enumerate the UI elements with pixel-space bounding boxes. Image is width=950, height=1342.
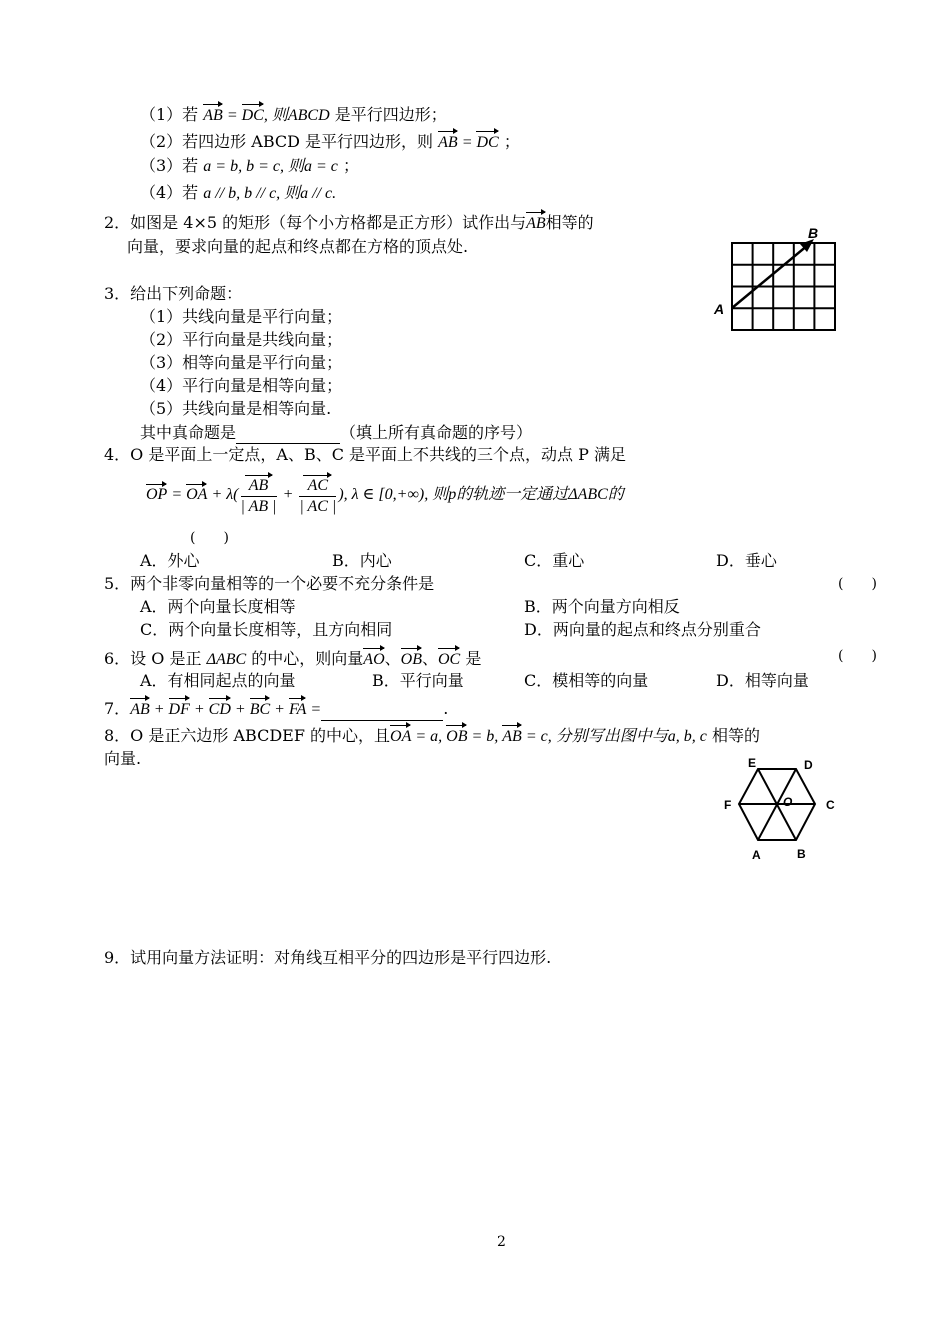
q3-item: （5）共线向量是相等向量.: [140, 399, 332, 418]
q3-answer-line: [140, 421, 532, 444]
q3-item: （2）平行向量是共线向量；: [140, 330, 343, 349]
q4-paren: ( ): [190, 530, 229, 546]
plus-sign: +: [149, 701, 169, 718]
q3-answer-suffix: （填上所有真命题的序号）: [340, 423, 533, 442]
q8-eq-b: = b,: [467, 728, 503, 745]
q4-formula: [146, 472, 624, 517]
label-b: B: [797, 847, 806, 861]
q1-item-2-suffix: ；: [503, 132, 520, 151]
triangle-abc: ΔABC: [206, 651, 247, 668]
vector-ab: AB: [203, 101, 223, 127]
q5-option-d[interactable]: D．两向量的起点和终点分别重合: [524, 620, 761, 639]
plus-sign: +: [230, 701, 250, 718]
q1-item-2: （2）若四边形 ABCD 是平行四边形，则 AB = DC ；: [140, 128, 520, 154]
q6-middle: 的中心，则向量: [251, 649, 364, 668]
q8-eq-c: = c, 分别写出图中与a, b, c: [521, 728, 707, 745]
norm-ac: | AC |: [299, 498, 337, 515]
plus-sign: +: [189, 701, 209, 718]
q3-title: 3．给出下列命题：: [104, 284, 243, 303]
q6-stem: [104, 645, 481, 671]
q4-option-c[interactable]: C．重心: [524, 551, 585, 570]
label-b: B: [808, 225, 819, 241]
separator: 、: [384, 649, 401, 668]
answer-blank[interactable]: [236, 421, 340, 444]
lambda-term: + λ(: [207, 486, 239, 503]
q1-item-4: [140, 182, 336, 205]
q8-prefix: 8．O 是正六边形 ABCDEF 的中心，且: [104, 726, 391, 745]
q1-item-3-suffix: ；: [342, 156, 359, 175]
answer-blank[interactable]: [321, 698, 443, 721]
vector-ab: AB: [438, 128, 458, 154]
vector-op: OP: [146, 481, 167, 505]
q8-line-2: 向量.: [104, 749, 142, 768]
q6-option-b[interactable]: B．平行向量: [372, 671, 464, 690]
vector-dc: DC: [476, 128, 498, 154]
vector-dc: DC: [242, 101, 264, 127]
vector-ab: AB: [526, 209, 546, 235]
vector-cd: CD: [209, 695, 231, 721]
equals-sign: =: [222, 107, 242, 124]
label-f: F: [724, 798, 732, 812]
q1-item-4-prefix: （4）若: [140, 183, 199, 202]
q6-option-d[interactable]: D．相等向量: [716, 671, 809, 690]
q7-period: .: [443, 699, 449, 718]
q6-suffix: 是: [465, 649, 482, 668]
q2-stem: 2．如图是 4×5 的矩形（每个小方格都是正方形）试作出与: [104, 213, 527, 232]
q5-stem: 5．两个非零向量相等的一个必要不充分条件是: [104, 574, 435, 593]
q2-line-1: [104, 209, 594, 235]
q3-item: （4）平行向量是相等向量；: [140, 376, 343, 395]
q2-stem-end: 相等的: [545, 213, 594, 232]
vector-ac: AC: [303, 472, 332, 496]
q6-paren: ( ): [838, 648, 877, 664]
label-c: C: [826, 798, 835, 812]
label-a: A: [752, 848, 761, 862]
hexagon-lines: [739, 769, 815, 840]
q1-item-3-math: a = b, b = c, 则a = c: [203, 158, 338, 175]
equals-sign: =: [167, 486, 187, 503]
q4-stem: 4．O 是平面上一定点，A、B、C 是平面上不共线的三个点，动点 P 满足: [104, 445, 626, 464]
q6-option-c[interactable]: C．模相等的向量: [524, 671, 649, 690]
q3-item: （3）相等向量是平行向量；: [140, 353, 343, 372]
q3-item: （1）共线向量是平行向量；: [140, 307, 343, 326]
q6-option-a[interactable]: A．有相同起点的向量: [140, 671, 296, 690]
vector-ab: AB: [245, 472, 273, 496]
q1-item-3: [140, 155, 359, 178]
fraction-ab: [241, 472, 277, 517]
label-a: A: [714, 301, 725, 317]
q7-number: 7．: [104, 699, 131, 718]
q8-eq-a: = a,: [411, 728, 447, 745]
q9-stem: 9．试用向量方法证明：对角线互相平分的四边形是平行四边形.: [104, 948, 552, 967]
grid-lines: [732, 243, 835, 330]
plus-sign: +: [278, 486, 298, 503]
q4-option-a[interactable]: A．外心: [140, 551, 200, 570]
hexagon-figure: [718, 755, 843, 870]
arrow-ab: [732, 245, 808, 308]
norm-ab: | AB |: [240, 498, 277, 515]
plus-sign: +: [270, 701, 289, 718]
q5-option-a[interactable]: A．两个向量长度相等: [140, 597, 296, 616]
q5-option-b[interactable]: B．两个向量方向相反: [524, 597, 680, 616]
vector-ob: OB: [446, 722, 467, 748]
vector-ob: OB: [401, 645, 422, 671]
q7-line: [104, 695, 448, 721]
q6-prefix: 6．设 O 是正: [104, 649, 202, 668]
q8-line-1: [104, 722, 760, 748]
page-number: 2: [497, 1234, 506, 1250]
q4-option-d[interactable]: D．垂心: [716, 551, 777, 570]
q4-option-b[interactable]: B．内心: [332, 551, 392, 570]
q1-item-1-suffix: 是平行四边形；: [334, 105, 447, 124]
label-e: E: [748, 756, 757, 770]
q3-answer-prefix: 其中真命题是: [140, 423, 237, 442]
q1-item-4-math: a // b, b // c, 则a // c.: [203, 185, 337, 202]
vector-oa: OA: [390, 722, 411, 748]
q2-line-2: 向量，要求向量的起点和终点都在方格的顶点处.: [127, 237, 469, 256]
vector-bc: BC: [250, 695, 270, 721]
q1-item-1-prefix: （1）若: [140, 105, 199, 124]
label-d: D: [804, 758, 813, 772]
q4-formula-tail: ), λ ∈ [0,+∞), 则p的轨迹一定通过ΔABC的: [338, 486, 624, 503]
separator: 、: [421, 649, 438, 668]
q1-item-1: [140, 101, 447, 127]
vector-ab: AB: [502, 722, 522, 748]
q1-item-2-prefix: （2）若四边形 ABCD 是平行四边形，则: [140, 132, 434, 151]
label-o: O: [783, 795, 793, 809]
q5-paren: ( ): [838, 576, 877, 592]
fraction-ac: [299, 472, 336, 517]
vector-df: DF: [169, 695, 190, 721]
grid-figure: [710, 224, 845, 339]
vector-ao: AO: [363, 645, 384, 671]
q1-item-3-prefix: （3）若: [140, 156, 199, 175]
vector-fa: FA: [289, 695, 306, 721]
vector-ab: AB: [130, 695, 150, 721]
q1-item-1-math: , 则ABCD: [263, 107, 330, 124]
q5-option-c[interactable]: C．两个向量长度相等，且方向相同: [140, 620, 393, 639]
vector-oa: OA: [186, 481, 207, 505]
equals-sign: =: [306, 701, 322, 718]
vector-oc: OC: [438, 645, 460, 671]
q8-suffix: 相等的: [711, 726, 760, 745]
